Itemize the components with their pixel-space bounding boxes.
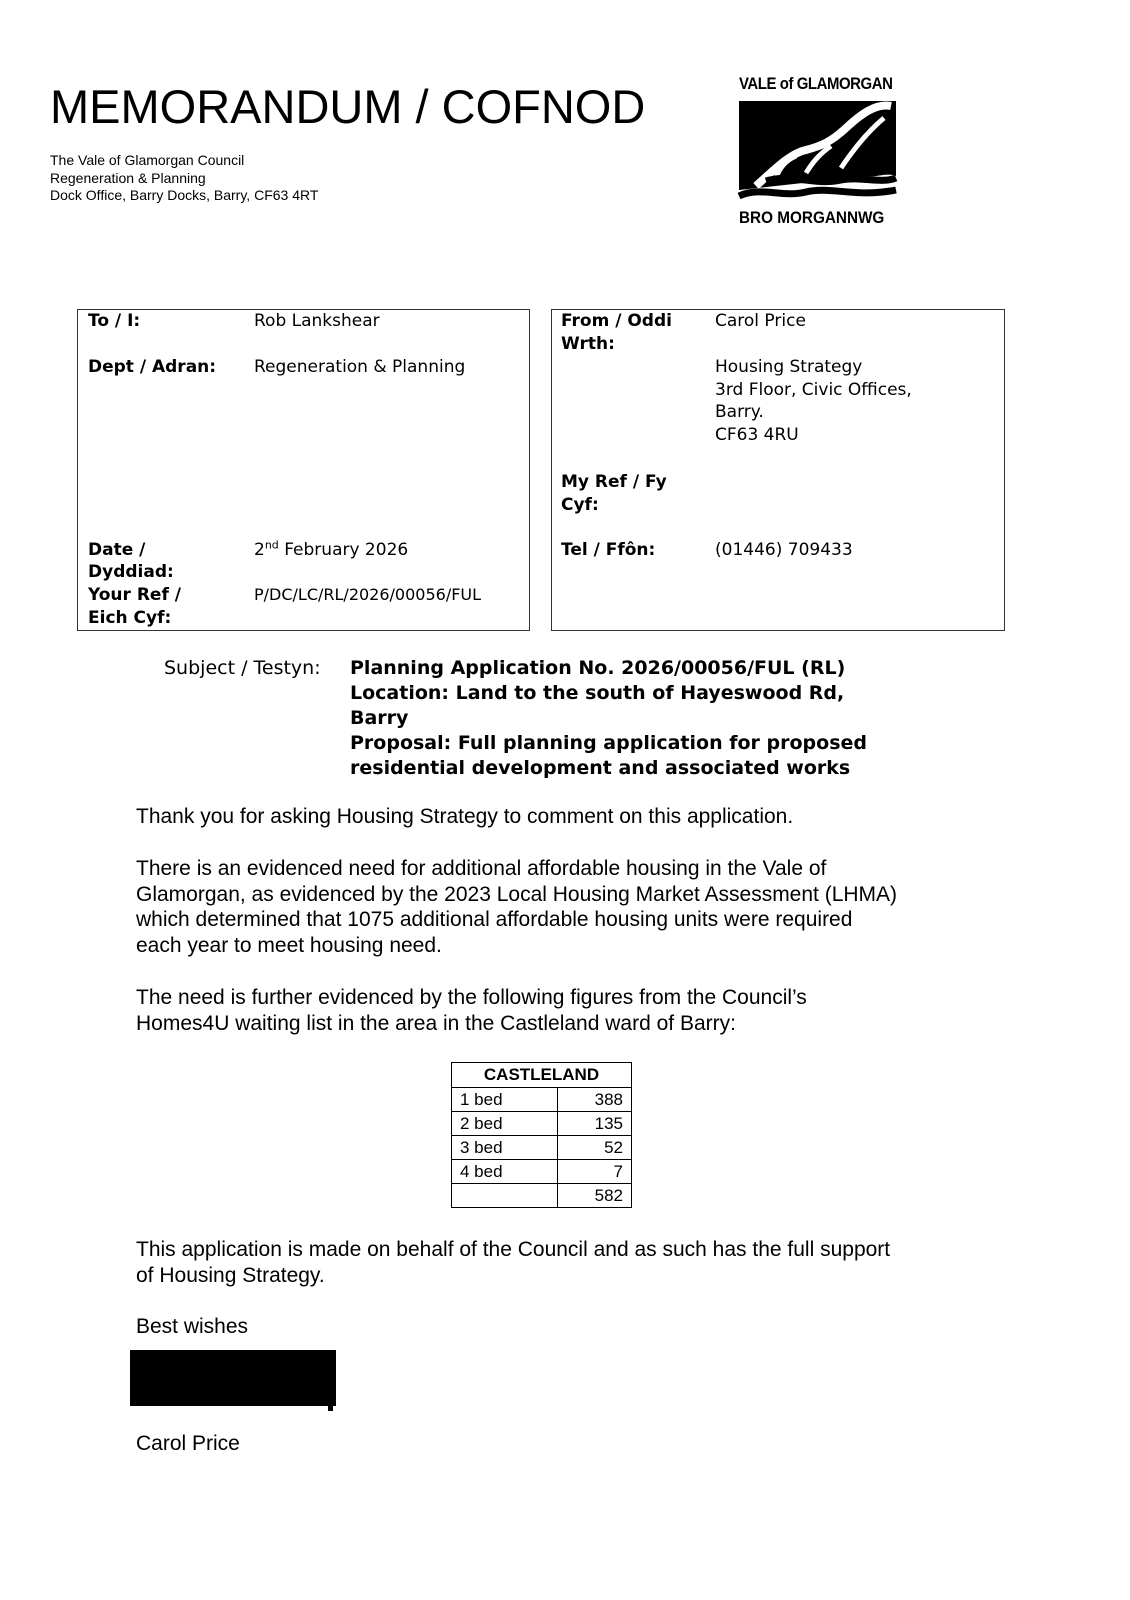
tel-label: Tel / Ffôn:: [561, 540, 656, 560]
to-label: To / I:: [88, 311, 141, 331]
paragraph-line: This application is made on behalf of the Council and as such has the full support: [136, 1238, 891, 1261]
row-label: [452, 1184, 558, 1208]
date-suffix: nd: [264, 538, 279, 552]
redaction-mark: [328, 1404, 333, 1411]
from-address-4: CF63 4RU: [715, 425, 799, 445]
from-label: From / Oddi: [561, 311, 672, 331]
paragraph-line: of Housing Strategy.: [136, 1264, 325, 1287]
logo-emblem-icon: [736, 98, 901, 208]
your-ref-value: P/DC/LC/RL/2026/00056/FUL: [254, 585, 482, 604]
subject-line: Barry: [350, 707, 409, 729]
table-row: [452, 1088, 632, 1112]
row-label: 1 bed: [452, 1088, 558, 1112]
department: Regeneration & Planning: [50, 170, 206, 186]
table-row: [452, 1160, 632, 1184]
tel-value: (01446) 709433: [715, 540, 853, 560]
council-address: Dock Office, Barry Docks, Barry, CF63 4RT: [50, 187, 319, 203]
paragraph-line: Glamorgan, as evidenced by the 2023 Local Housing Market Assessment (LHMA): [136, 883, 898, 906]
table-row: [452, 1112, 632, 1136]
castleland-waiting-list-table: [451, 1062, 632, 1208]
dept-value: Regeneration & Planning: [254, 357, 466, 377]
row-value: 388: [558, 1088, 632, 1112]
date-label-welsh: Dyddiad:: [88, 562, 174, 582]
from-address-2: 3rd Floor, Civic Offices,: [715, 380, 912, 400]
subject-line: residential development and associated works: [350, 757, 851, 779]
your-ref-label: Your Ref /: [88, 585, 181, 605]
paragraph-line: each year to meet housing need.: [136, 934, 442, 957]
table-row: [452, 1136, 632, 1160]
paragraph-line: There is an evidenced need for additional affordable housing in the Vale of: [136, 857, 827, 880]
from-address-3: Barry.: [715, 402, 764, 422]
logo-bottom-text: BRO MORGANNWG: [739, 208, 885, 227]
council-name: The Vale of Glamorgan Council: [50, 152, 245, 168]
from-value: Carol Price: [715, 311, 806, 331]
from-address-1: Housing Strategy: [715, 357, 863, 377]
paragraph-line: Thank you for asking Housing Strategy to comment on this application.: [136, 805, 794, 828]
my-ref-label: My Ref / Fy: [561, 472, 667, 492]
memo-title: MEMORANDUM / COFNOD: [50, 80, 646, 133]
row-label: 2 bed: [452, 1112, 558, 1136]
signature-name: Carol Price: [136, 1432, 240, 1455]
table-header: CASTLELAND: [452, 1063, 632, 1088]
row-label: 4 bed: [452, 1160, 558, 1184]
paragraph-line: The need is further evidenced by the following figures from the Council’s: [136, 986, 807, 1009]
paragraph-line: Homes4U waiting list in the area in the Castleland ward of Barry:: [136, 1012, 736, 1035]
total-value: 582: [558, 1184, 632, 1208]
vale-of-glamorgan-logo: [736, 74, 901, 234]
subject-label: Subject / Testyn:: [164, 657, 321, 679]
date-label: Date /: [88, 540, 146, 560]
paragraph-line: which determined that 1075 additional affordable housing units were required: [136, 908, 853, 931]
row-value: 7: [558, 1160, 632, 1184]
your-ref-label-welsh: Eich Cyf:: [88, 608, 172, 628]
from-label-welsh: Wrth:: [561, 334, 615, 354]
date-value: [254, 539, 408, 562]
my-ref-label-welsh: Cyf:: [561, 495, 599, 515]
subject-line: Location: Land to the south of Hayeswood Rd,: [350, 682, 845, 704]
row-value: 135: [558, 1112, 632, 1136]
subject-line: Proposal: Full planning application for proposed: [350, 732, 867, 754]
date-day: 2: [254, 540, 265, 560]
row-value: 52: [558, 1136, 632, 1160]
closing: Best wishes: [136, 1315, 249, 1338]
row-label: 3 bed: [452, 1136, 558, 1160]
date-rest: February 2026: [278, 540, 409, 560]
redacted-signature: [130, 1350, 336, 1406]
to-value: Rob Lankshear: [254, 311, 380, 331]
logo-top-text: VALE of GLAMORGAN: [739, 74, 893, 93]
subject-line: Planning Application No. 2026/00056/FUL (RL): [350, 657, 846, 679]
table-total-row: [452, 1184, 632, 1208]
dept-label: Dept / Adran:: [88, 357, 217, 377]
